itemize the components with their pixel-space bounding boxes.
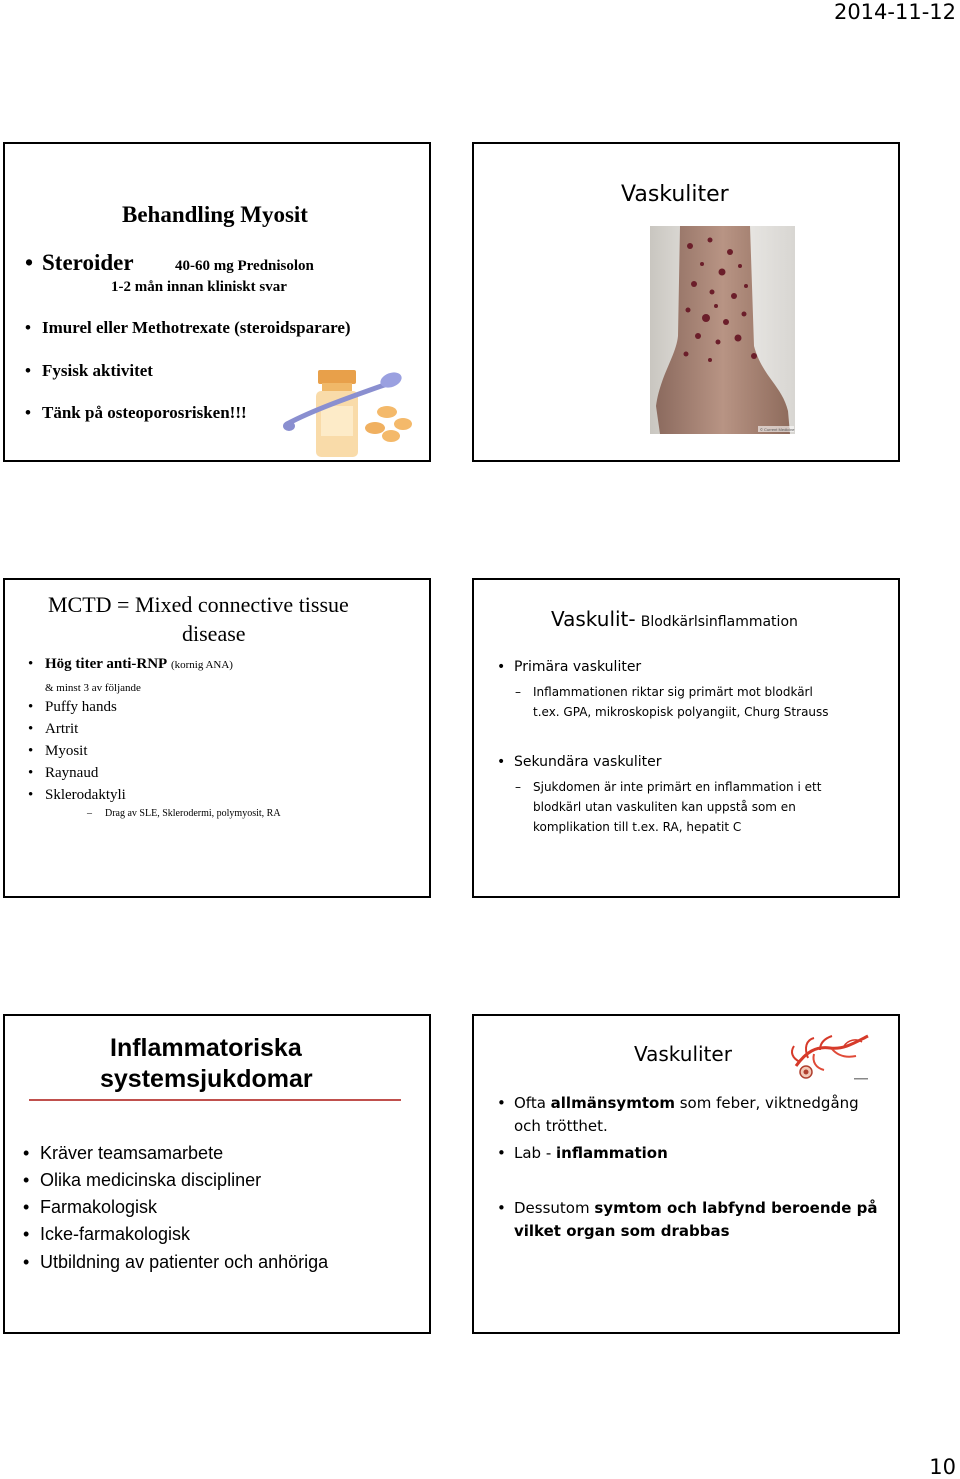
text-bold: allmänsymtom <box>550 1094 675 1112</box>
slide-vaskuliter-symtom <box>472 1014 900 1334</box>
bullet-osteoporos <box>42 403 247 423</box>
list-item: • Raynaud <box>45 765 98 782</box>
skin-rash-photo <box>650 226 795 434</box>
slide-vaskuliter-photo <box>472 142 900 462</box>
bullet-imurel <box>42 318 351 338</box>
steroider-response: 1-2 mån innan kliniskt svar <box>111 279 287 295</box>
slide-title-line1: MCTD = Mixed connective tissue <box>48 592 349 617</box>
page-date: 2014-11-12 <box>833 0 956 24</box>
bullet-lab <box>514 1144 668 1162</box>
list-item: • Utbildning av patienter och anhöriga <box>40 1252 328 1273</box>
bullet-steroider <box>42 250 134 276</box>
list-item: • Olika medicinska discipliner <box>40 1170 261 1191</box>
list-item: • Sklerodaktyli <box>45 787 126 804</box>
title-underline <box>29 1099 401 1101</box>
medicine-bottle-spoon-icon <box>283 366 413 461</box>
steroider-label: Steroider <box>42 250 134 275</box>
bullet-anti-rnp <box>45 656 233 673</box>
text-bold: inflammation <box>556 1144 668 1162</box>
photo-credit: © Current Medicine <box>760 427 795 432</box>
dash-primara-2: t.ex. GPA, mikroskopisk polyangiit, Churg Strauss <box>533 705 829 719</box>
bullet-text: Fysisk aktivitet <box>42 361 153 380</box>
dash-sekundara-1: – Sjukdomen är inte primärt en inflammation i ett <box>533 780 821 794</box>
list-item: • Artrit <box>45 721 78 738</box>
slide-vaskulit-blodkarl <box>472 578 900 898</box>
bullet-text: Imurel eller Methotrexate (steroidsparare) <box>42 318 351 337</box>
blood-vessel-icon <box>786 1032 872 1086</box>
subline: & minst 3 av följande <box>45 682 141 694</box>
slide-title-line2: disease <box>182 621 246 646</box>
slide-inflammatoriska <box>3 1014 431 1334</box>
slide-title: Vaskuliter <box>634 1042 732 1066</box>
list-item: • Myosit <box>45 743 88 760</box>
title-big: Vaskulit- <box>551 607 636 631</box>
dash-sekundara-3: komplikation till t.ex. RA, hepatit C <box>533 820 742 834</box>
bullet-fysisk-aktivitet <box>42 361 153 381</box>
title-small: Blodkärlsinflammation <box>640 614 798 630</box>
bullet-dessutom <box>514 1199 878 1217</box>
dash-item: – Drag av SLE, Sklerodermi, polymyosit, RA <box>105 808 281 819</box>
list-item: • Kräver teamsamarbete <box>40 1143 223 1164</box>
bullet-sekundara: • Sekundära vaskuliter <box>514 754 662 770</box>
anti-rnp-bold: Hög titer anti-RNP <box>45 656 168 672</box>
anti-rnp-small: (kornig ANA) <box>170 659 233 671</box>
slide-title: Behandling Myosit <box>122 202 308 227</box>
bullet-allmansymtom <box>514 1094 859 1112</box>
bullet-dessutom-line2: vilket organ som drabbas <box>514 1222 730 1240</box>
steroider-dose: 40-60 mg Prednisolon <box>175 258 314 274</box>
text: Ofta <box>514 1094 551 1112</box>
dash-sekundara-2: blodkärl utan vaskuliten kan uppstå som en <box>533 800 796 814</box>
bullet-primara: • Primära vaskuliter <box>514 659 641 675</box>
list-item: • Puffy hands <box>45 699 117 716</box>
slide-title-line2: systemsjukdomar <box>100 1065 313 1093</box>
dash-primara-1: – Inflammationen riktar sig primärt mot blodkärl <box>533 685 813 699</box>
slide-title <box>551 607 798 631</box>
slide-title-line1: Inflammatoriska <box>110 1034 302 1062</box>
list-item: • Farmakologisk <box>40 1197 157 1218</box>
slide-mctd <box>3 578 431 898</box>
text: Dessutom <box>514 1199 595 1217</box>
slide-behandling-myosit <box>3 142 431 462</box>
bullet-text: Tänk på osteoporosrisken!!! <box>42 403 247 422</box>
slide-title: Vaskuliter <box>621 182 729 207</box>
page-number: 10 <box>929 1455 956 1479</box>
text: Lab - <box>514 1144 557 1162</box>
text: som feber, viktnedgång <box>674 1094 859 1112</box>
bullet-allmansymtom-line2: och trötthet. <box>514 1117 608 1135</box>
list-item: • Icke-farmakologisk <box>40 1224 190 1245</box>
text-bold: symtom och labfynd beroende på <box>594 1199 878 1217</box>
